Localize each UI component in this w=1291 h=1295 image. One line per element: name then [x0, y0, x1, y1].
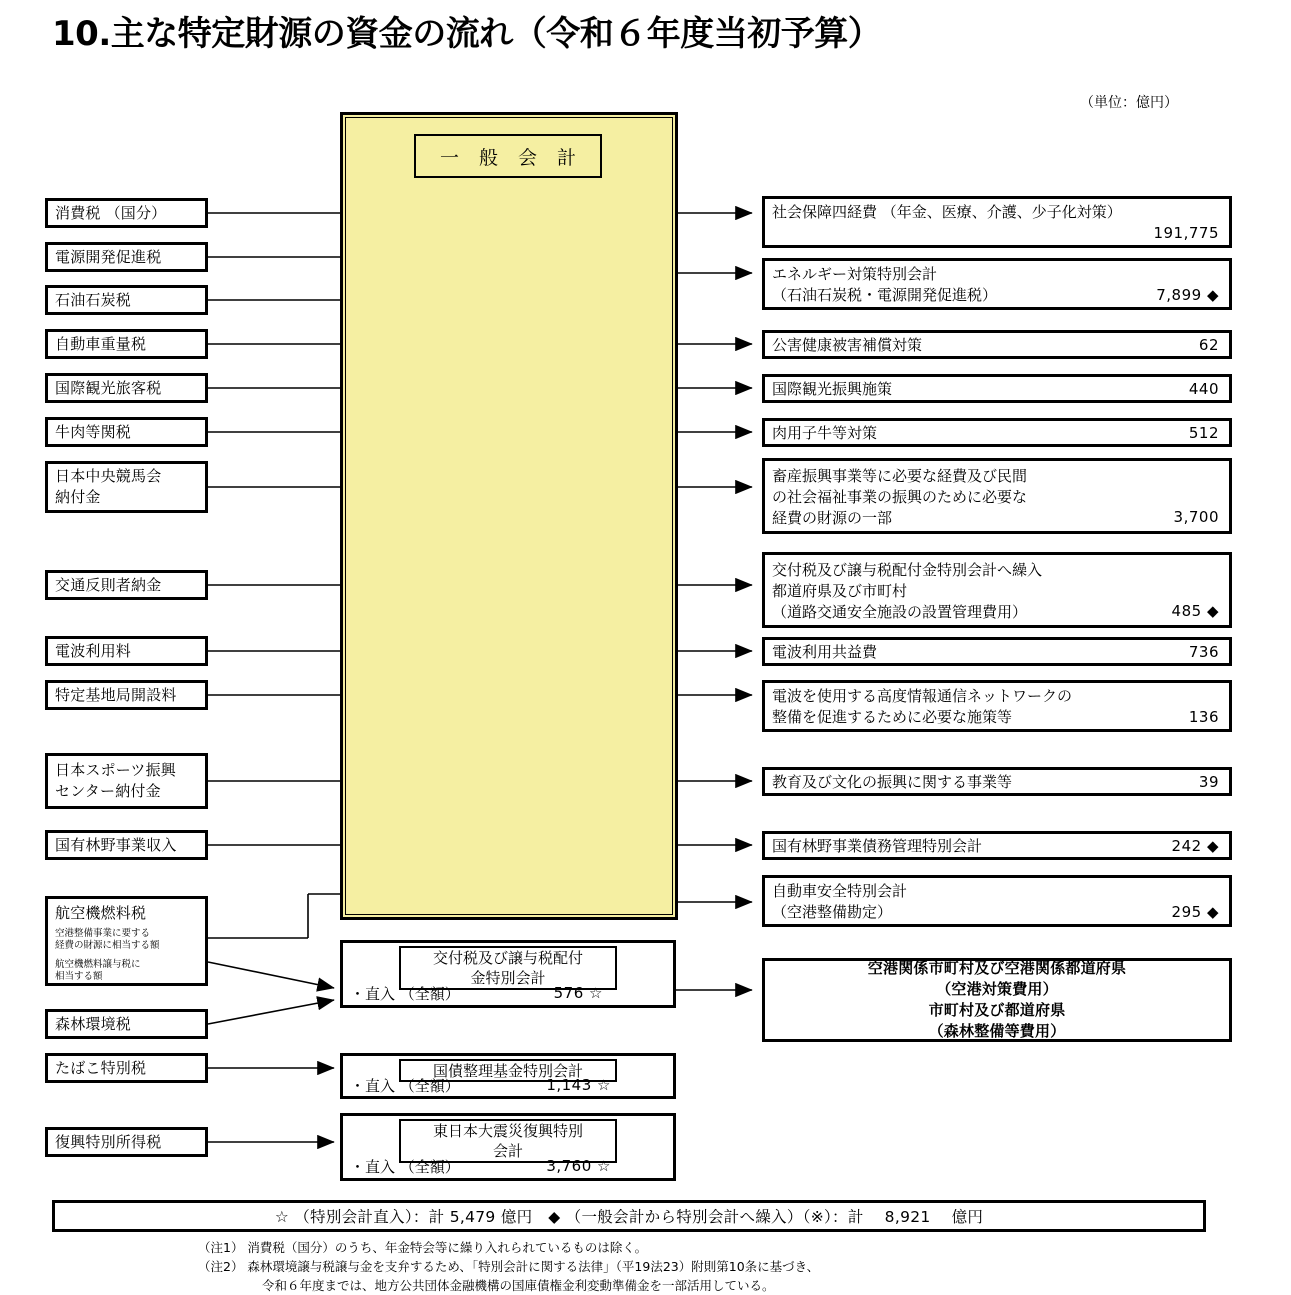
- destination-label: 国有林野事業債務管理特別会計: [772, 837, 983, 855]
- special-account-amount: 1,143 ☆: [546, 1076, 611, 1094]
- destination-box-kanko[interactable]: [762, 374, 1232, 403]
- unit-note: （単位：億円）: [1080, 95, 1178, 111]
- source-label: 特定基地局開設料: [55, 685, 177, 704]
- destination-amount: 136: [1188, 707, 1219, 726]
- destination-line: [765, 880, 1229, 901]
- destination-label: 国際観光振興施策: [772, 380, 893, 398]
- destination-label: 交付税及び譲与税配付金特別会計へ繰入: [772, 560, 1043, 579]
- source-label: センター納付金: [55, 782, 161, 800]
- destination-amount: 440: [1188, 379, 1219, 398]
- destination-amount: 512: [1188, 423, 1219, 442]
- destination-box-chikusan[interactable]: [762, 458, 1232, 534]
- destination-box-denpakyoeki[interactable]: [762, 637, 1232, 666]
- destination-line: [765, 901, 1229, 922]
- footnote-1: （注1） 消費税（国分）のうち、年金特会等に繰り入れられているものは除く。: [198, 1240, 648, 1255]
- special-account-box-kokusai[interactable]: [340, 1053, 676, 1099]
- destination-line: [765, 559, 1229, 580]
- destination-label: 都道府県及び市町村: [772, 581, 908, 600]
- destination-amount: 736: [1188, 642, 1219, 661]
- source-box-gyuniku[interactable]: [45, 417, 208, 447]
- destination-label: 公害健康被害補償対策: [772, 336, 923, 354]
- star-icon: ☆: [597, 1076, 611, 1094]
- source-box-sports[interactable]: [45, 753, 208, 809]
- special-account-header-line: 交付税及び譲与税配付: [432, 949, 583, 967]
- destination-amount: 62: [1198, 335, 1219, 354]
- special-account-header-line: 東日本大震災復興特別: [432, 1122, 583, 1140]
- destination-line: [765, 835, 1229, 856]
- local-governments-box[interactable]: [762, 958, 1232, 1042]
- destination-line: [765, 580, 1229, 601]
- source-label: 日本スポーツ振興: [55, 761, 177, 779]
- destination-line: [765, 201, 1229, 222]
- special-account-row-label: ・直入 （全額）: [350, 1076, 460, 1095]
- destination-label: （道路交通安全施設の設置管理費用）: [772, 602, 1028, 621]
- source-box-jra[interactable]: [45, 461, 208, 513]
- special-account-row: [343, 1074, 673, 1096]
- destination-amount: 3,700: [1173, 508, 1219, 526]
- destination-line: [765, 263, 1229, 284]
- destination-box-energy[interactable]: [762, 258, 1232, 310]
- source-label: 国有林野事業収入: [55, 835, 177, 854]
- source-note: 航空機燃料譲与税に: [55, 959, 141, 970]
- destination-label: 経費の財源の一部: [772, 508, 893, 527]
- footnote-2-cont: 令和６年度までは、地方公共団体金融機構の国庫債権金利変動準備金を一部活用している。: [262, 1278, 775, 1293]
- destination-label: （空港整備勘定）: [772, 903, 893, 921]
- source-label: 消費税 （国分）: [55, 203, 167, 222]
- destination-label: 社会保障四経費 （年金、医療、介護、少子化対策）: [772, 202, 1122, 221]
- diamond-icon: ◆: [1206, 602, 1219, 620]
- destination-amount: 295 ◆: [1171, 902, 1219, 921]
- destination-line: [765, 641, 1229, 662]
- general-account-panel: [340, 112, 678, 920]
- destination-line: [765, 422, 1229, 443]
- destination-label: エネルギー対策特別会計: [772, 265, 938, 283]
- destination-line: [765, 685, 1229, 706]
- destination-box-jidoshaanzen[interactable]: [762, 875, 1232, 927]
- source-label: 自動車重量税: [55, 334, 147, 353]
- special-account-header-line: 会計: [492, 1142, 523, 1160]
- source-box-denpa[interactable]: [45, 636, 208, 666]
- local-line: （森林整備等費用）: [928, 1022, 1066, 1040]
- source-box-tabako[interactable]: [45, 1053, 208, 1083]
- special-account-header-line: 金特別会計: [470, 969, 546, 987]
- special-account-box-fukko[interactable]: [340, 1113, 676, 1181]
- source-label: 交通反則者納金: [55, 575, 162, 594]
- summary-bar: ☆ （特別会計直入）：計 5,479 億円 ◆ （一般会計から特別会計へ繰入）（※）：計 8,921 億円: [52, 1200, 1206, 1232]
- source-label: 電波利用料: [55, 641, 132, 660]
- star-icon: ☆: [597, 1157, 611, 1175]
- source-box-kichikyoku[interactable]: [45, 680, 208, 710]
- destination-line: [765, 771, 1229, 792]
- special-account-row-label: ・直入 （全額）: [350, 1157, 460, 1176]
- destination-box-shakaihosho[interactable]: [762, 196, 1232, 248]
- source-label: 日本中央競馬会: [55, 467, 162, 485]
- source-note: 空港整備事業に要する: [55, 928, 151, 939]
- destination-box-kyoiku[interactable]: [762, 767, 1232, 796]
- destination-label: （石油石炭税・電源開発促進税）: [772, 286, 998, 304]
- source-label: 航空機燃料税: [55, 904, 147, 922]
- destination-line: [765, 378, 1229, 399]
- destination-line: [765, 601, 1229, 622]
- destination-amount: 485 ◆: [1171, 602, 1219, 620]
- destination-line: [765, 706, 1229, 727]
- destination-box-nikuyo[interactable]: [762, 418, 1232, 447]
- source-label: たばこ特別税: [55, 1058, 147, 1077]
- special-account-box-kofuzei[interactable]: [340, 940, 676, 1008]
- source-box-kotsu[interactable]: [45, 570, 208, 600]
- destination-amount: 7,899 ◆: [1156, 285, 1219, 304]
- local-line: 市町村及び都道府県: [928, 1001, 1066, 1019]
- destination-amount-row: [765, 222, 1229, 244]
- destination-label: 畜産振興事業等に必要な経費及び民間: [772, 466, 1028, 485]
- destination-amount: 191,775: [1153, 223, 1219, 242]
- destination-box-kogai[interactable]: [762, 330, 1232, 359]
- destination-amount: 39: [1198, 772, 1219, 791]
- source-label: 石油石炭税: [55, 290, 132, 309]
- destination-amount: 242 ◆: [1171, 836, 1219, 855]
- source-box-fukko[interactable]: [45, 1127, 208, 1157]
- source-label: 国際観光旅客税: [55, 378, 162, 397]
- destination-label: の社会福祉事業の振興のために必要な: [772, 487, 1028, 506]
- star-icon: ☆: [589, 984, 603, 1002]
- diamond-icon: ◆: [1206, 902, 1219, 921]
- source-label: 納付金: [55, 488, 101, 506]
- source-box-kokuyurin[interactable]: [45, 830, 208, 860]
- source-box-jidosha[interactable]: [45, 329, 208, 359]
- destination-box-kofuzei[interactable]: [762, 552, 1232, 628]
- destination-line: [765, 334, 1229, 355]
- source-box-kokusai[interactable]: [45, 373, 208, 403]
- special-account-amount: 576 ☆: [553, 984, 603, 1002]
- destination-line: [765, 284, 1229, 305]
- destination-label: 電波利用共益費: [772, 643, 878, 661]
- source-label: 牛肉等関税: [55, 422, 132, 441]
- source-box-koku[interactable]: [45, 896, 208, 986]
- special-account-row-label: ・直入 （全額）: [350, 984, 460, 1003]
- local-line: （空港対策費用）: [936, 980, 1058, 998]
- destination-label: 肉用子牛等対策: [772, 424, 878, 442]
- source-box-shinrin[interactable]: [45, 1009, 208, 1039]
- special-account-row: [343, 981, 673, 1005]
- source-note: 経費の財源に相当する額: [55, 940, 160, 951]
- general-account-label: 一 般 会 計: [414, 134, 602, 178]
- page-title: 10.主な特定財源の資金の流れ（令和６年度当初予算）: [52, 14, 882, 54]
- destination-label: 整備を促進するために必要な施策等: [772, 708, 1013, 726]
- diamond-icon: ◆: [1206, 285, 1219, 304]
- special-account-row: [343, 1154, 673, 1178]
- source-label: 森林環境税: [55, 1014, 132, 1033]
- special-account-header-line: 国債整理基金特別会計: [432, 1061, 583, 1080]
- destination-line: [765, 486, 1229, 507]
- source-label: 電源開発促進税: [55, 247, 162, 266]
- destination-line: [765, 465, 1229, 486]
- destination-label: 教育及び文化の振興に関する事業等: [772, 773, 1013, 791]
- source-box-sekiyu[interactable]: [45, 285, 208, 315]
- source-note: 相当する額: [55, 971, 103, 982]
- special-account-amount: 3,760 ☆: [546, 1157, 611, 1175]
- source-label: 復興特別所得税: [55, 1132, 162, 1151]
- destination-line: [765, 507, 1229, 528]
- footnote-2: （注2） 森林環境譲与税譲与金を支弁するため、「特別会計に関する法律」（平19法23）附則第10条に基づき、: [198, 1259, 820, 1274]
- source-box-dengen[interactable]: [45, 242, 208, 272]
- destination-label: 自動車安全特別会計: [772, 882, 908, 900]
- diamond-icon: ◆: [1206, 836, 1219, 855]
- source-box-shohizei[interactable]: [45, 198, 208, 228]
- destination-label: 電波を使用する高度情報通信ネットワークの: [772, 687, 1073, 705]
- destination-box-network[interactable]: [762, 680, 1232, 732]
- destination-box-rinyasaimu[interactable]: [762, 831, 1232, 860]
- local-line: 空港関係市町村及び空港関係都道府県: [867, 959, 1127, 977]
